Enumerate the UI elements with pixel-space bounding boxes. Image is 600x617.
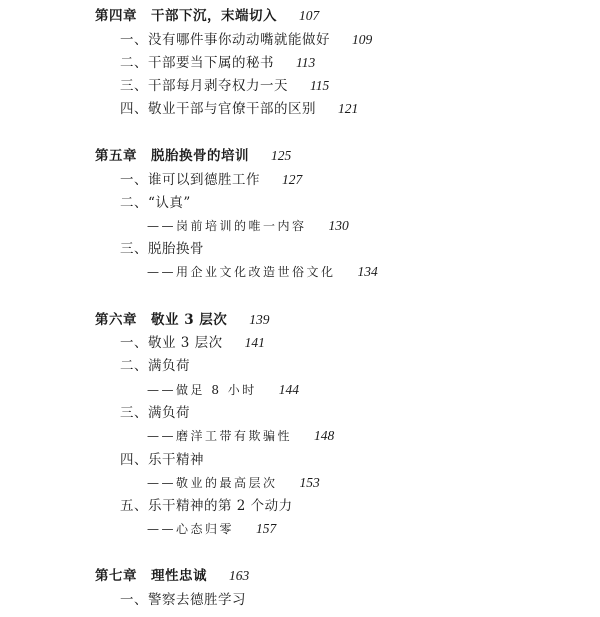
entry-text: ——岗前培训的唯一内容 (147, 219, 307, 233)
page-number: 163 (229, 568, 250, 583)
entry-text: 四、乐干精神 (120, 452, 204, 468)
page-number: 148 (314, 428, 335, 443)
entry-text: 三、干部每月剥夺权力一天 (120, 78, 288, 94)
toc-subentry (147, 519, 276, 539)
entry-text: 一、敬业 3 层次 (120, 335, 223, 351)
toc-subentry (147, 473, 320, 493)
toc-entry (120, 333, 265, 353)
entry-text: 四、敬业干部与官僚干部的区别 (120, 101, 316, 117)
chapter-label: 第四章 (95, 8, 137, 24)
toc-entry (120, 590, 246, 610)
page-number: 127 (282, 172, 303, 187)
chapter-label: 第五章 (95, 148, 137, 164)
chapter-heading (95, 566, 249, 586)
entry-text: 二、满负荷 (120, 358, 190, 374)
entry-text: 一、警察去德胜学习 (120, 592, 246, 608)
entry-text: 二、“认真” (120, 195, 191, 211)
chapter-title: 脱胎换骨的培训 (151, 148, 249, 164)
page-number: 113 (296, 55, 316, 70)
toc-subentry (147, 216, 349, 236)
page-number: 125 (271, 148, 292, 163)
page-number: 134 (357, 264, 378, 279)
entry-text: ——敬业的最高层次 (147, 476, 278, 490)
toc-entry (120, 170, 302, 190)
toc-subentry (147, 426, 334, 446)
entry-text: 三、脱胎换骨 (120, 241, 204, 257)
entry-text: ——心态归零 (147, 522, 235, 536)
toc-entry (120, 356, 190, 376)
chapter-title: 干部下沉，末端切入 (151, 8, 277, 24)
toc-entry (120, 450, 204, 470)
toc-entry (120, 403, 190, 423)
entry-text: ——磨洋工带有欺骗性 (147, 429, 293, 443)
entry-text: 一、没有哪件事你动动嘴就能做好 (120, 32, 330, 48)
entry-text: 五、乐干精神的第 2 个动力 (120, 498, 293, 514)
toc-subentry (147, 262, 378, 282)
page-number: 107 (299, 8, 320, 23)
entry-text: 一、谁可以到德胜工作 (120, 172, 260, 188)
toc-entry (120, 99, 358, 119)
page-number: 109 (352, 32, 373, 47)
toc-entry (120, 496, 293, 516)
page-number: 141 (244, 335, 265, 350)
toc-entry (120, 193, 191, 213)
page-number: 153 (299, 475, 320, 490)
entry-text: ——用企业文化改造世俗文化 (147, 265, 336, 279)
page-number: 115 (310, 78, 330, 93)
chapter-title: 敬业 3 层次 (151, 312, 228, 328)
chapter-label: 第七章 (95, 568, 137, 584)
page-number: 144 (278, 382, 300, 397)
page-number: 157 (256, 521, 277, 536)
page-number: 121 (338, 101, 359, 116)
toc-entry (120, 53, 315, 73)
entry-text: 二、干部要当下属的秘书 (120, 55, 274, 71)
chapter-title: 理性忠诚 (151, 568, 207, 584)
chapter-heading (95, 146, 291, 166)
toc-entry (120, 239, 204, 259)
toc-entry (120, 30, 372, 50)
toc-subentry (147, 380, 299, 400)
chapter-heading (95, 6, 319, 26)
chapter-label: 第六章 (95, 312, 137, 328)
entry-text: 三、满负荷 (120, 405, 190, 421)
page-number: 139 (249, 312, 270, 327)
chapter-heading (95, 310, 270, 330)
page-number: 130 (328, 218, 349, 233)
toc-entry (120, 76, 329, 96)
entry-text: ——做足 8 小时 (147, 383, 257, 397)
